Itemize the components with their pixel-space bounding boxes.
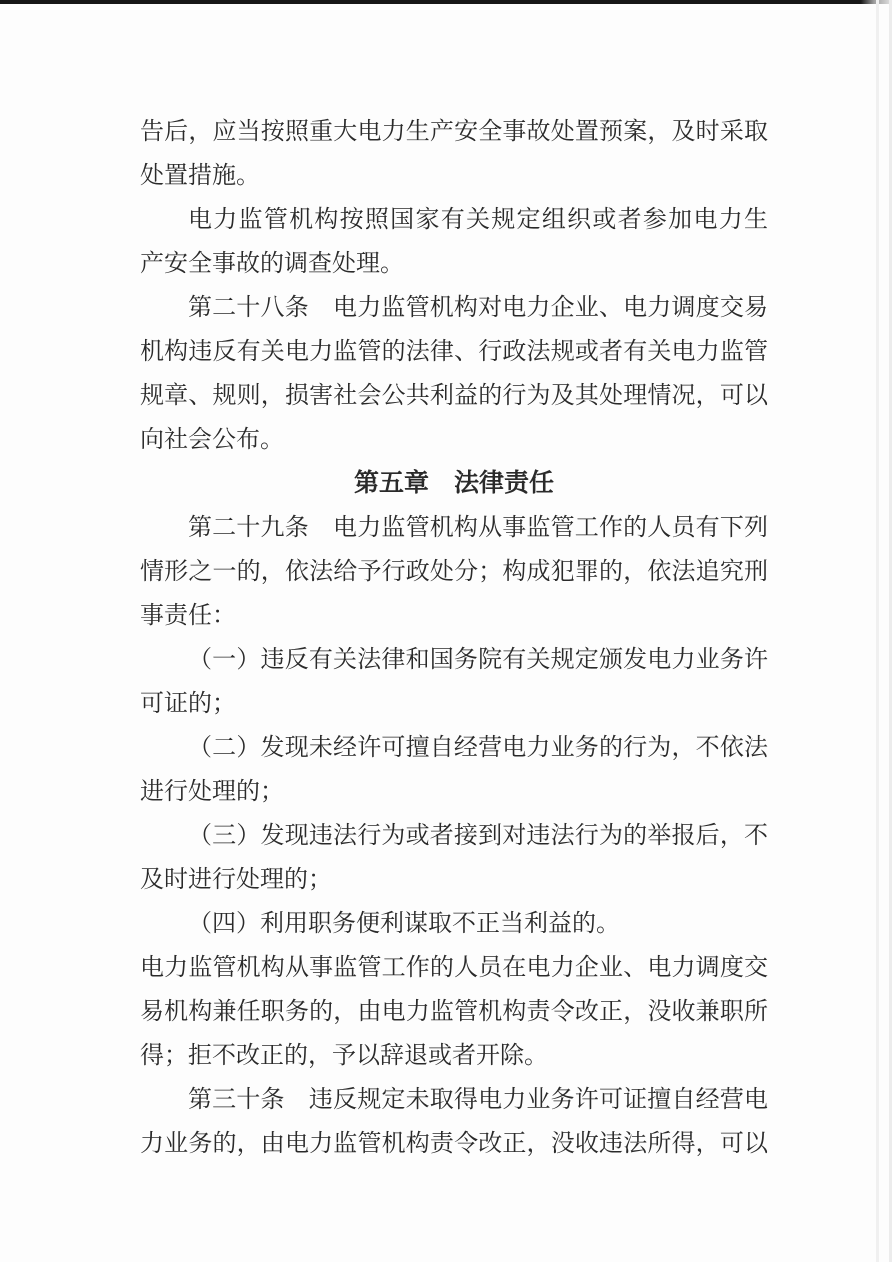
body-text-line: 第二十九条 电力监管机构从事监管工作的人员有下列	[188, 515, 768, 541]
document-text-block	[140, 110, 768, 1166]
body-text-line: 电力监管机构按照国家有关规定组织或者参加电力生	[188, 207, 768, 233]
body-text-line: 规章、规则，损害社会公共利益的行为及其处理情况，可以	[140, 383, 768, 409]
body-text-line: 进行处理的；	[140, 779, 284, 805]
body-text-line: 得；拒不改正的，予以辞退或者开除。	[140, 1043, 548, 1069]
body-text-line: 向社会公布。	[140, 427, 284, 453]
body-text-line: 告后，应当按照重大电力生产安全事故处置预案，及时采取	[140, 119, 768, 145]
body-text-line: 产安全事故的调查处理。	[140, 251, 404, 277]
body-text-line: 事责任：	[140, 603, 236, 629]
body-text-line: 力业务的，由电力监管机构责令改正，没收违法所得，可以	[140, 1131, 768, 1157]
scan-artifact-top-bar	[0, 0, 892, 4]
body-text-line: 电力监管机构从事监管工作的人员在电力企业、电力调度交	[140, 955, 768, 981]
body-text-line: 机构违反有关电力监管的法律、行政法规或者有关电力监管	[140, 339, 768, 365]
chapter-heading: 第五章 法律责任	[353, 470, 554, 497]
body-text-line: （三）发现违法行为或者接到对违法行为的举报后，不	[188, 823, 768, 849]
body-text-line: 第二十八条 电力监管机构对电力企业、电力调度交易	[188, 295, 768, 321]
body-text-line: （一）违反有关法律和国务院有关规定颁发电力业务许	[188, 647, 768, 673]
body-text-line: （四）利用职务便利谋取不正当利益的。	[188, 911, 620, 937]
body-text-line: 第三十条 违反规定未取得电力业务许可证擅自经营电	[188, 1087, 768, 1113]
body-text-line: 可证的；	[140, 691, 236, 717]
scan-artifact-right-crease	[876, 0, 879, 1262]
body-text-line: （二）发现未经许可擅自经营电力业务的行为，不依法	[188, 735, 768, 761]
body-text-line: 处置措施。	[140, 163, 260, 189]
body-text-line: 情形之一的，依法给予行政处分；构成犯罪的，依法追究刑	[140, 559, 768, 585]
body-text-line: 易机构兼任职务的，由电力监管机构责令改正，没收兼职所	[140, 999, 768, 1025]
body-text-line: 及时进行处理的；	[140, 867, 332, 893]
